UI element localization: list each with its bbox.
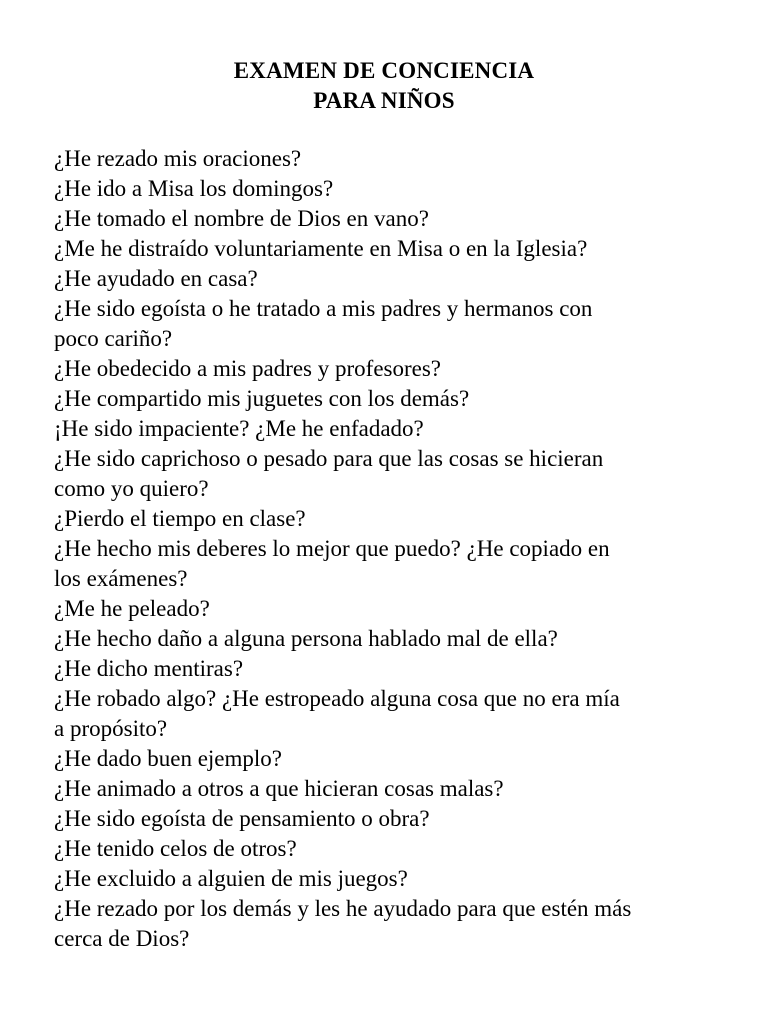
question-line: ¿He tomado el nombre de Dios en vano? <box>54 206 429 231</box>
question-line-continuation: poco cariño? <box>54 326 173 351</box>
question-line: ¡He sido impaciente? ¿Me he enfadado? <box>54 416 424 441</box>
question-line: ¿He ayudado en casa? <box>54 266 258 291</box>
question-list <box>54 144 744 954</box>
question-line: ¿He rezado por los demás y les he ayudado para que estén más <box>54 896 632 921</box>
question-line: ¿He sido caprichoso o pesado para que las cosas se hicieran <box>54 446 604 471</box>
question-line: ¿He obedecido a mis padres y profesores? <box>54 356 442 381</box>
question-line: ¿He dado buen ejemplo? <box>54 746 282 771</box>
title-line-1: EXAMEN DE CONCIENCIA <box>233 58 535 83</box>
question-line-continuation: los exámenes? <box>54 566 188 591</box>
question-line: ¿He tenido celos de otros? <box>54 836 297 861</box>
question-line: ¿Me he peleado? <box>54 596 210 621</box>
question-line: ¿Me he distraído voluntariamente en Misa o en la Iglesia? <box>54 236 588 261</box>
question-line: ¿He animado a otros a que hicieran cosas malas? <box>54 776 504 801</box>
question-line: ¿He rezado mis oraciones? <box>54 146 302 171</box>
question-line: ¿He compartido mis juguetes con los demás? <box>54 386 470 411</box>
question-line: ¿He robado algo? ¿He estropeado alguna cosa que no era mía <box>54 686 620 711</box>
question-line: ¿He hecho mis deberes lo mejor que puedo? ¿He copiado en <box>54 536 610 561</box>
question-line-continuation: a propósito? <box>54 716 168 741</box>
document-title <box>0 56 768 116</box>
question-line-continuation: cerca de Dios? <box>54 926 190 951</box>
question-line: ¿He excluido a alguien de mis juegos? <box>54 866 408 891</box>
question-line: ¿He hecho daño a alguna persona hablado mal de ella? <box>54 626 558 651</box>
question-line: ¿He sido egoísta o he tratado a mis padres y hermanos con <box>54 296 593 321</box>
question-line-continuation: como yo quiero? <box>54 476 209 501</box>
question-line: ¿He dicho mentiras? <box>54 656 244 681</box>
question-line: ¿He ido a Misa los domingos? <box>54 176 334 201</box>
question-line: ¿He sido egoísta de pensamiento o obra? <box>54 806 430 831</box>
question-line: ¿Pierdo el tiempo en clase? <box>54 506 306 531</box>
title-line-2: PARA NIÑOS <box>313 88 455 113</box>
